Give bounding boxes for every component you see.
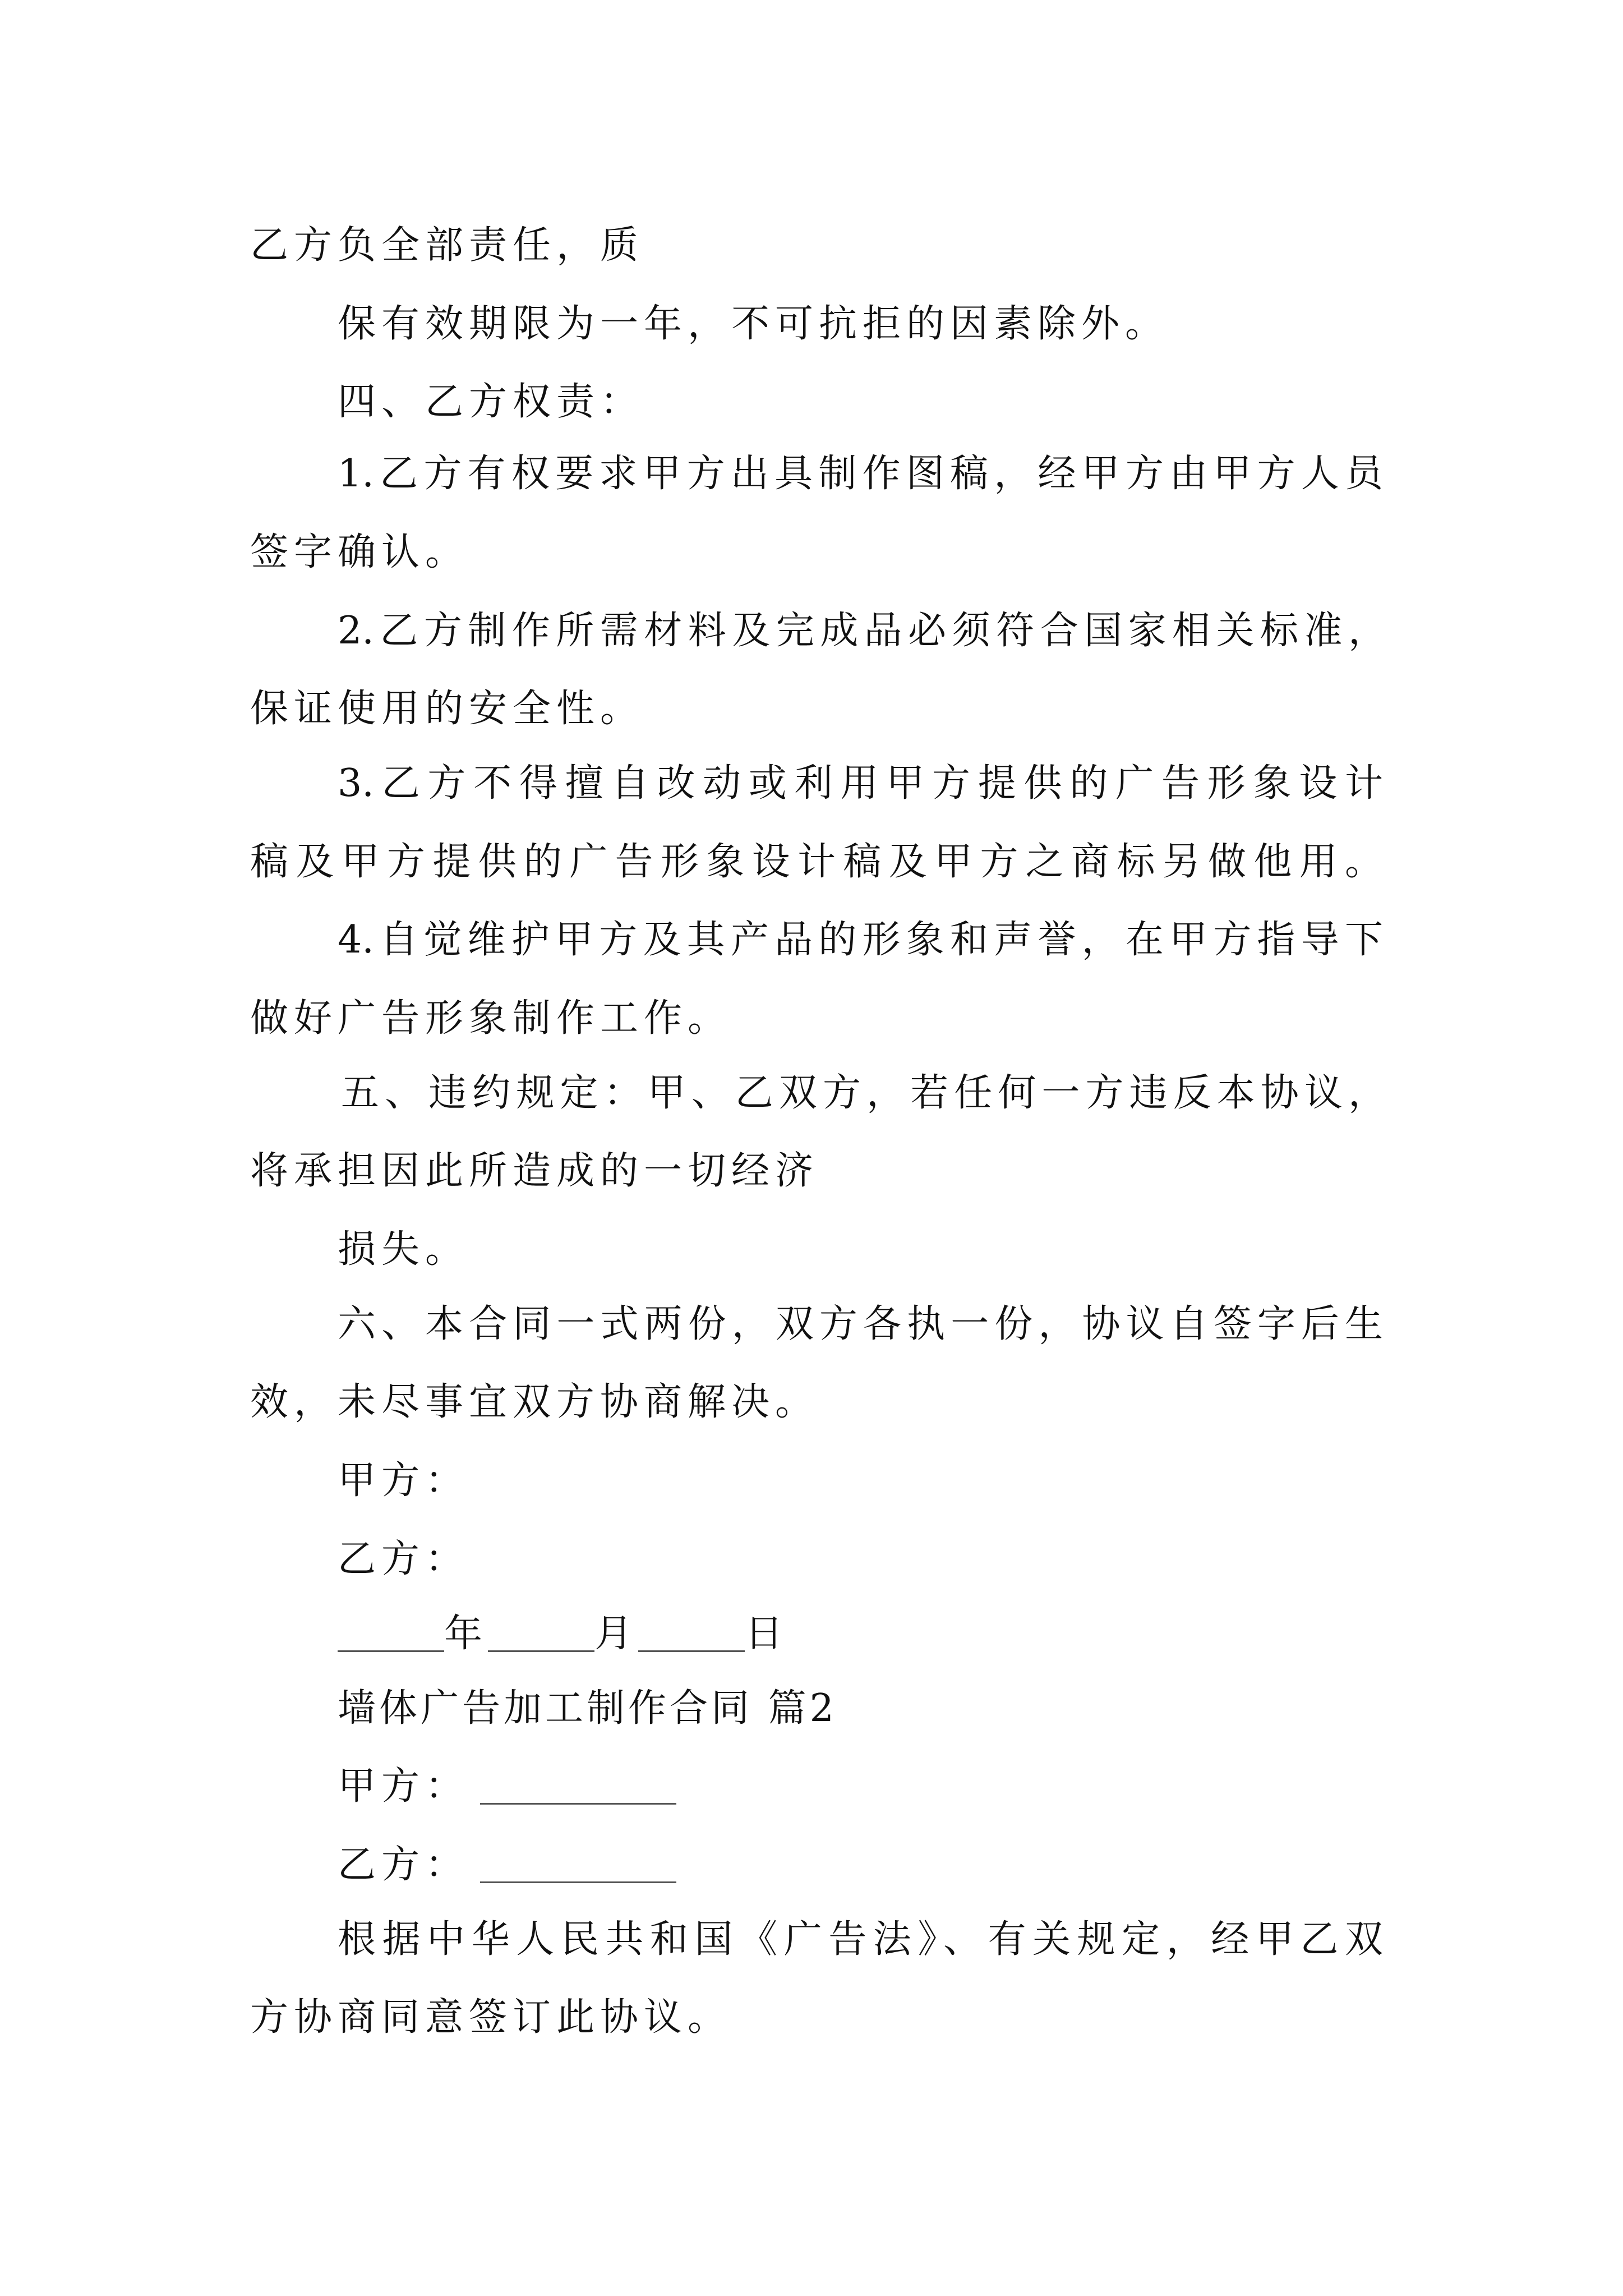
party-b-label: 乙方：: [338, 1537, 469, 1581]
text-line: 4.自觉维护甲方及其产品的形象和声誉，在甲方指导下: [338, 918, 1383, 962]
date-line: [338, 1612, 789, 1657]
party-a-label: 甲方：: [338, 1458, 469, 1503]
month-blank: [488, 1617, 594, 1652]
party-b-line: [338, 1843, 676, 1888]
text-line: 1.乙方有权要求甲方出具制作图稿，经甲方由甲方人员: [338, 452, 1383, 496]
text-line: 根据中华人民共和国《广告法》、有关规定，经甲乙双: [338, 1917, 1383, 1962]
text-line: 损失。: [338, 1227, 469, 1272]
text-line: 效，未尽事宜双方协商解决。: [250, 1380, 819, 1424]
year-blank: [338, 1617, 444, 1652]
text-line: 保证使用的安全性。: [250, 687, 644, 731]
text-line: 将承担因此所造成的一切经济: [250, 1149, 819, 1193]
text-line: 2.乙方制作所需材料及完成品必须符合国家相关标准，: [338, 609, 1386, 653]
text-line: 签字确认。: [250, 530, 469, 574]
day-label: 日: [745, 1612, 789, 1656]
text-line: 保有效期限为一年，不可抗拒的因素除外。: [338, 302, 1169, 346]
party-b-label: 乙方：: [338, 1843, 469, 1887]
contract-subtitle: 墙体广告加工制作合同 篇2: [338, 1686, 837, 1731]
text-line: 稿及甲方提供的广告形象设计稿及甲方之商标另做他用。: [250, 840, 1383, 884]
party-b-blank: [480, 1848, 676, 1883]
section-heading: 四、乙方权责：: [338, 380, 644, 424]
day-blank: [638, 1617, 745, 1652]
text-line: 做好广告形象制作工作。: [250, 996, 732, 1041]
party-a-label: 甲方：: [338, 1764, 469, 1809]
text-line: 3.乙方不得擅自改动或利用甲方提供的广告形象设计: [338, 761, 1383, 806]
party-a-line: [338, 1764, 676, 1809]
party-a-blank: [480, 1769, 676, 1805]
text-line: 方协商同意签订此协议。: [250, 1995, 732, 2040]
month-label: 月: [594, 1612, 639, 1656]
year-label: 年: [444, 1612, 488, 1656]
text-line: 六、本合同一式两份，双方各执一份，协议自签字后生: [338, 1302, 1383, 1346]
text-line: 五、违约规定：甲、乙双方，若任何一方违反本协议，: [341, 1071, 1386, 1115]
text-line: 乙方负全部责任，质: [250, 223, 644, 268]
